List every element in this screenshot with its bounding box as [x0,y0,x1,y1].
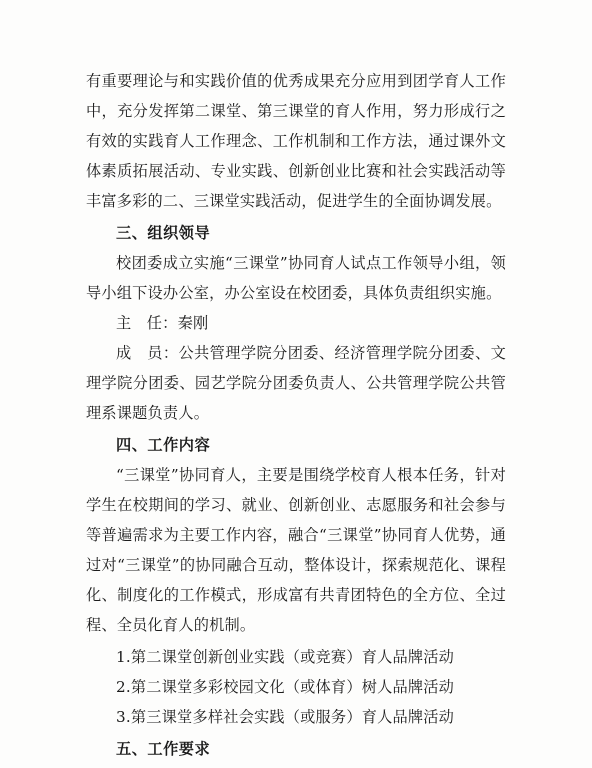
list-item: 3.第三课堂多样社会实践（或服务）育人品牌活动 [116,708,455,726]
section-heading-work-requirements: 五、工作要求 [116,740,211,758]
director-line [86,308,506,338]
director-label: 主 任： [116,314,178,332]
list-item: 1.第二课堂创新创业实践（或竞赛）育人品牌活动 [116,648,455,666]
members-text: 公共管理学院分团委、经济管理学院分团委、文理学院分团委、园艺学院分团委负责人、公共管理学院公共管理系课题负责人。 [86,344,506,422]
intro-paragraph: 有重要理论与和实践价值的优秀成果充分应用到团学育人工作中，充分发挥第二课堂、第三课堂的育人作用，努力形成行之有效的实践育人工作理念、工作机制和工作方法，通过课外文体素质拓展活动、专业实践、创新创业比赛和社会实践活动等丰富多彩的二、三课堂实践活动，促进学生的全面协调发展。 [86,72,506,210]
section-heading-organization: 三、组织领导 [116,224,211,242]
list-item: 2.第二课堂多彩校园文化（或体育）树人品牌活动 [116,678,455,696]
organization-paragraph: 校团委成立实施“三课堂”协同育人试点工作领导小组，领导小组下设办公室，办公室设在校团委，具体负责组织实施。 [86,254,506,302]
members-label: 成 员： [116,344,179,362]
members-line [86,338,506,428]
director-name: 秦刚 [177,314,209,332]
document-body [86,66,506,764]
section-heading-work-content: 四、工作内容 [116,436,211,454]
work-content-paragraph: “三课堂”协同育人，主要是围绕学校育人根本任务，针对学生在校期间的学习、就业、创新创业、志愿服务和社会参与等普遍需求为主要工作内容，融合“三课堂”协同育人优势，通过对“三课堂”的协同融合互动，整体设计，探索规范化、课程化、制度化的工作模式，形成富有共青团特色的全方位、全过程、全员化育人的机制。 [86,466,506,634]
